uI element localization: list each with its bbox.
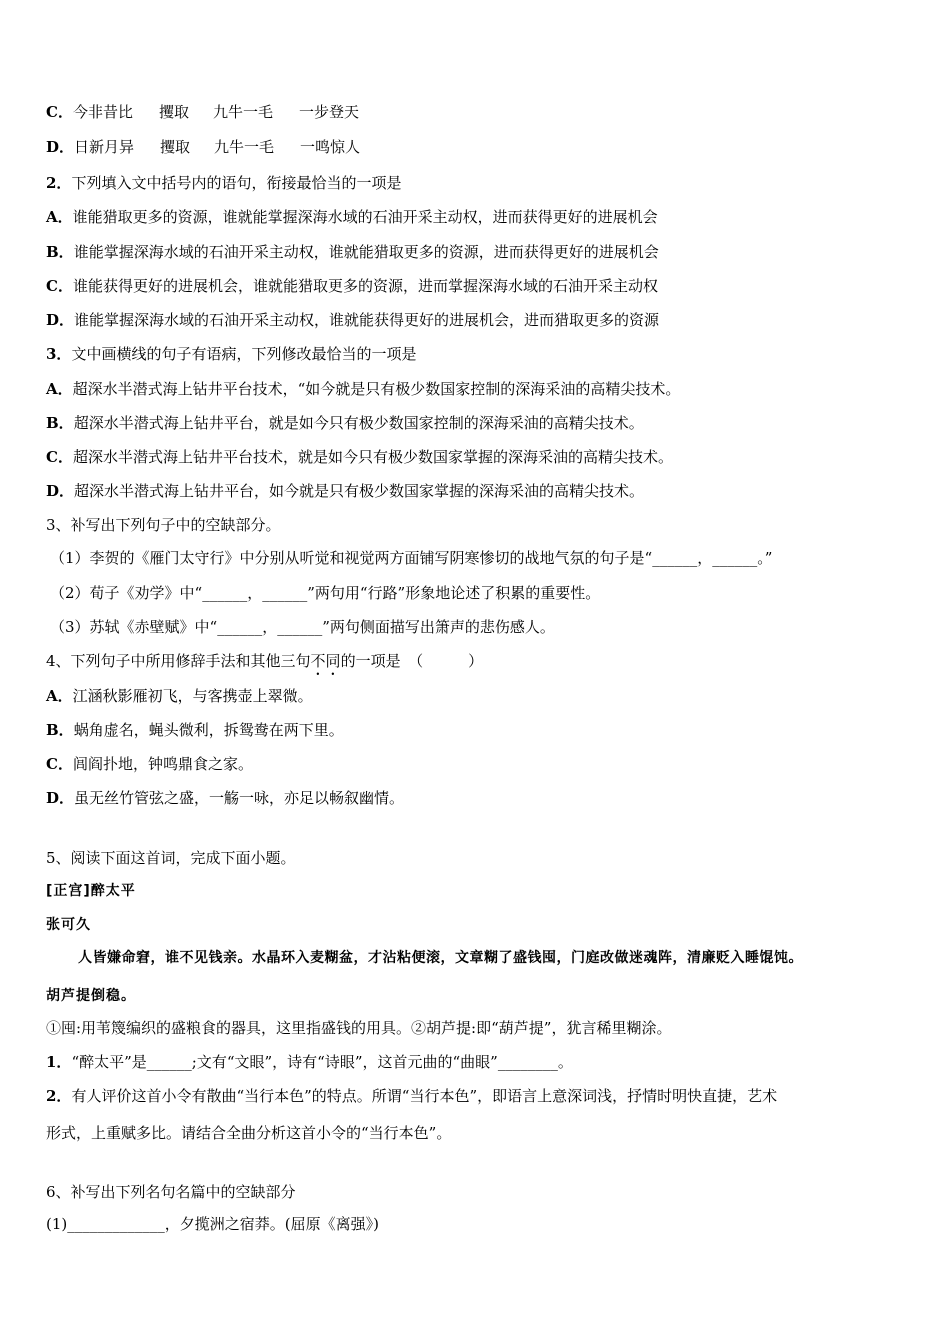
option-b [46, 242, 659, 262]
option-letter: C． [46, 448, 73, 466]
fill-blank-item: （1）李贺的《雁门太守行》中分别从听觉和视觉两方面铺写阴寒惨切的战地气氛的句子是“______，______。” [50, 549, 773, 567]
option-text: 谁能获得更好的进展机会，谁就能猎取更多的资源，进而掌握深海水域的石油开采主动权 [72, 277, 658, 295]
option-part: 一鸣惊人 [300, 138, 361, 156]
option-d [46, 310, 659, 330]
option-letter: B． [46, 414, 74, 432]
question-number: 1． [46, 1053, 72, 1071]
option-text: 谁能掌握深海水域的石油开采主动权，谁就能猎取更多的资源，进而获得更好的进展机会 [73, 243, 659, 261]
question-2 [46, 173, 401, 193]
question-number: 3． [46, 345, 72, 363]
option-part: 九牛一毛 [212, 103, 273, 121]
option-text: 超深水半潜式海上钻井平台技术，就是如今只有极少数国家掌握的深海采油的高精尖技术。 [72, 448, 673, 466]
poem-note: ①囤:用苇篾编织的盛粮食的器具，这里指盛钱的用具。②胡芦提:即“葫芦提”，犹言稀里糊涂。 [46, 1019, 672, 1037]
option-a [46, 379, 680, 399]
option-c [46, 276, 658, 296]
option-text: 谁能掌握深海水域的石油开采主动权，谁就能获得更好的进展机会，进而猎取更多的资源 [74, 311, 660, 329]
option-letter: D． [46, 311, 75, 329]
option-text: 江涵秋影雁初飞，与客携壶上翠微。 [72, 687, 313, 705]
question-number: 2． [46, 1087, 72, 1105]
option-text: 超深水半潜式海上钻井平台，就是如今只有极少数国家控制的深海采油的高精尖技术。 [73, 414, 644, 432]
option-letter: D． [46, 789, 75, 807]
fill-blank-item: （2）荀子《劝学》中“______，______”两句用“行路”形象地论述了积累的重要性。 [50, 584, 601, 602]
poem-text: 胡芦提倒稳。 [46, 988, 136, 1004]
option-d [46, 137, 360, 157]
emphasized-text: 不同 [310, 652, 341, 670]
option-letter: D． [46, 138, 75, 156]
question-text-continued: 形式，上重赋多比。请结合全曲分析这首小令的“当行本色”。 [46, 1124, 452, 1142]
question-text: 文中画横线的句子有语病，下列修改最恰当的一项是 [71, 345, 417, 363]
option-d [46, 788, 404, 808]
option-part: 日新月异 [74, 138, 135, 156]
option-letter: B． [46, 243, 74, 261]
option-part: 攫取 [158, 103, 189, 121]
option-letter: C． [46, 277, 73, 295]
option-part: 今非昔比 [72, 103, 133, 121]
option-a [46, 207, 658, 227]
option-letter: C． [46, 103, 73, 121]
option-letter: A． [46, 687, 73, 705]
question-1 [46, 1052, 573, 1072]
option-b [46, 413, 644, 433]
question-text: 有人评价这首小令有散曲“当行本色”的特点。所谓“当行本色”，即语言上意深词浅，抒情时明快直捷，艺术 [71, 1087, 778, 1105]
heading-text: 的一项是 （ ） [340, 652, 484, 670]
option-d [46, 481, 644, 501]
option-c [46, 102, 359, 122]
option-text: 超深水半潜式海上钻井平台，如今就是只有极少数国家掌握的深海采油的高精尖技术。 [74, 482, 645, 500]
section-5-heading: 5、阅读下面这首词，完成下面小题。 [46, 849, 296, 867]
poem-text: 人皆嫌命窘，谁不见钱亲。水晶环入麦糊盆，才沾粘便滚，文章糊了盛钱囤，门庭改做迷魂阵，清廉贬入睡馄饨。 [78, 950, 803, 966]
section-3-heading: 3、补写出下列句子中的空缺部分。 [46, 516, 281, 534]
fill-blank-item: (1)_____________，夕揽洲之宿莽。(屈原《离强》) [46, 1215, 379, 1233]
option-b [46, 720, 344, 740]
option-part: 攫取 [160, 138, 191, 156]
section-4-heading [46, 651, 483, 679]
option-text: 虽无丝竹管弦之盛，一觞一咏，亦足以畅叙幽情。 [74, 789, 405, 807]
option-c [46, 754, 253, 774]
option-text: 闾阎扑地，钟鸣鼎食之家。 [72, 755, 253, 773]
question-text: 下列填入文中括号内的语句，衔接最恰当的一项是 [71, 174, 402, 192]
option-a [46, 686, 313, 706]
option-letter: B． [46, 721, 74, 739]
section-6-heading: 6、补写出下列名句名篇中的空缺部分 [46, 1183, 296, 1201]
option-part: 一步登天 [298, 103, 359, 121]
question-number: 2． [46, 174, 72, 192]
option-letter: A． [46, 380, 73, 398]
poem-title: [正宫]醉太平 [46, 883, 136, 899]
option-part: 九牛一毛 [214, 138, 275, 156]
option-text: 谁能猎取更多的资源，谁就能掌握深海水域的石油开采主动权，进而获得更好的进展机会 [72, 208, 658, 226]
option-letter: C． [46, 755, 73, 773]
poem-author: 张可久 [46, 917, 91, 933]
question-2 [46, 1086, 777, 1106]
heading-text: 4、下列句子中所用修辞手法和其他三句 [46, 652, 311, 670]
option-letter: D． [46, 482, 75, 500]
option-letter: A． [46, 208, 73, 226]
option-c [46, 447, 673, 467]
option-text: 蜗角虚名，蝇头微利，拆鸳鸯在两下里。 [73, 721, 344, 739]
option-text: 超深水半潜式海上钻井平台技术，“如今就是只有极少数国家控制的深海采油的高精尖技术。 [72, 380, 681, 398]
fill-blank-item: （3）苏轼《赤壁赋》中“______，______”两句侧面描写出箫声的悲伤感人。 [50, 618, 555, 636]
question-3 [46, 344, 416, 364]
question-text: “醉太平”是______;文有“文眼”，诗有“诗眼”，这首元曲的“曲眼”________。 [71, 1053, 573, 1071]
